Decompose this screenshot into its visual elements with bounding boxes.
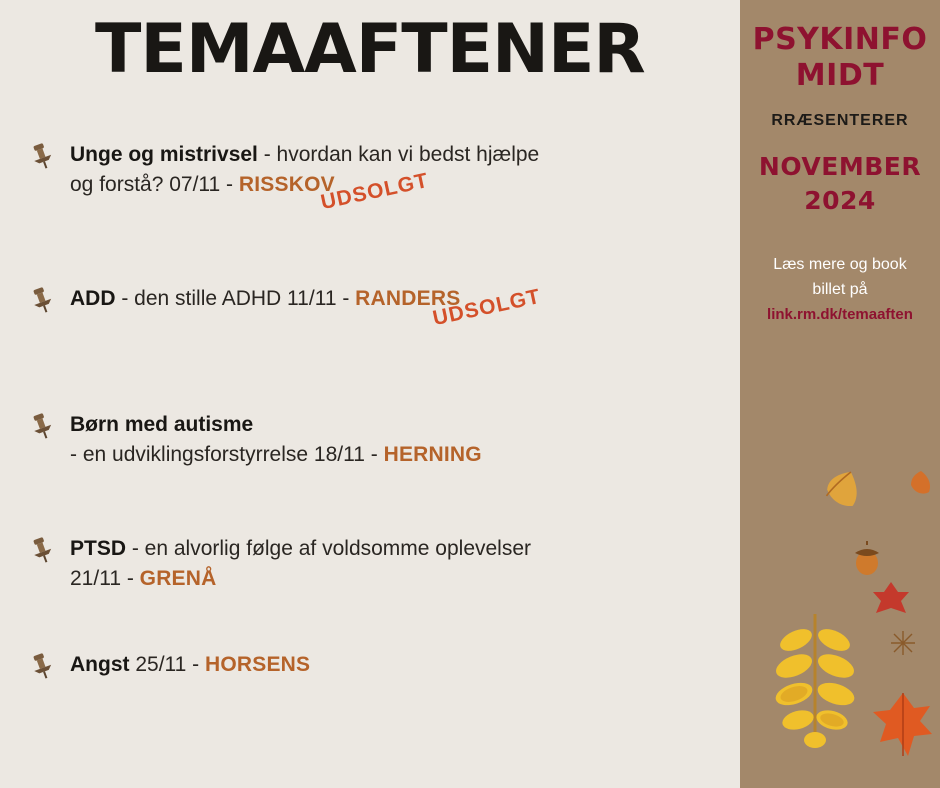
leaf-icon [870, 690, 936, 765]
pushpin-icon [28, 142, 56, 170]
event-description: 25/11 - [129, 653, 205, 676]
booking-line-1: Læs mere og book [773, 256, 907, 273]
brand-line-2: MIDT [795, 58, 885, 93]
presents-label: RRÆSENTERER [771, 112, 909, 129]
event-date: og forstå? 07/11 - [70, 173, 239, 196]
event-text-line-1 [70, 410, 740, 440]
event-title: Unge og mistrivsel [70, 143, 258, 166]
list-item[interactable] [0, 410, 740, 470]
event-location: HERNING [383, 443, 482, 466]
event-title: Angst [70, 653, 130, 676]
list-item[interactable] [0, 140, 740, 215]
sidebar [740, 0, 940, 788]
status-badge: UDSOLGT [318, 168, 431, 215]
event-text-line-1 [70, 284, 740, 314]
leaf-icon [870, 580, 912, 627]
event-text-line-1 [70, 650, 740, 680]
acorn-icon [850, 540, 884, 581]
pushpin-icon [28, 412, 56, 440]
leaf-icon [818, 468, 866, 519]
booking-link[interactable]: link.rm.dk/temaaften [767, 306, 913, 323]
month-label: NOVEMBER [758, 152, 922, 181]
event-list [0, 140, 740, 754]
brand-line-1: PSYKINFO [752, 22, 928, 57]
event-text-line-2 [70, 440, 740, 470]
pushpin-icon [28, 286, 56, 314]
list-item[interactable] [0, 650, 740, 710]
event-location: RISSKOV [238, 173, 335, 196]
event-description: - en alvorlig følge af voldsomme oplevelser [126, 537, 532, 560]
event-title: Børn med autisme [70, 413, 254, 436]
month-title [740, 150, 940, 218]
pushpin-icon [28, 652, 56, 680]
event-title: PTSD [70, 537, 127, 560]
event-description: - den stille ADHD 11/11 - [115, 287, 356, 310]
list-item[interactable] [0, 534, 740, 594]
event-text-line-1 [70, 534, 740, 564]
event-location: HORSENS [205, 653, 311, 676]
booking-info [740, 252, 940, 327]
event-text-line-1 [70, 140, 740, 170]
event-title: ADD [70, 287, 116, 310]
event-text-line-2 [70, 564, 740, 594]
page-title: TEMAAFTENER [95, 10, 645, 89]
list-item[interactable] [0, 284, 740, 344]
event-date: 21/11 - [70, 567, 140, 590]
leaf-icon [770, 610, 860, 755]
brand-title [740, 22, 940, 94]
pushpin-icon [28, 536, 56, 564]
leaf-icon [908, 470, 934, 503]
event-description: - hvordan kan vi bedst hjælpe [257, 143, 540, 166]
status-badge: UDSOLGT [430, 284, 543, 331]
event-location: GRENÅ [139, 567, 217, 590]
booking-line-2: billet på [812, 281, 868, 298]
event-location: RANDERS [355, 287, 461, 310]
event-description: - en udviklingsforstyrrelse 18/11 - [70, 443, 384, 466]
year-label: 2024 [804, 186, 876, 215]
fern-icon [890, 630, 916, 661]
